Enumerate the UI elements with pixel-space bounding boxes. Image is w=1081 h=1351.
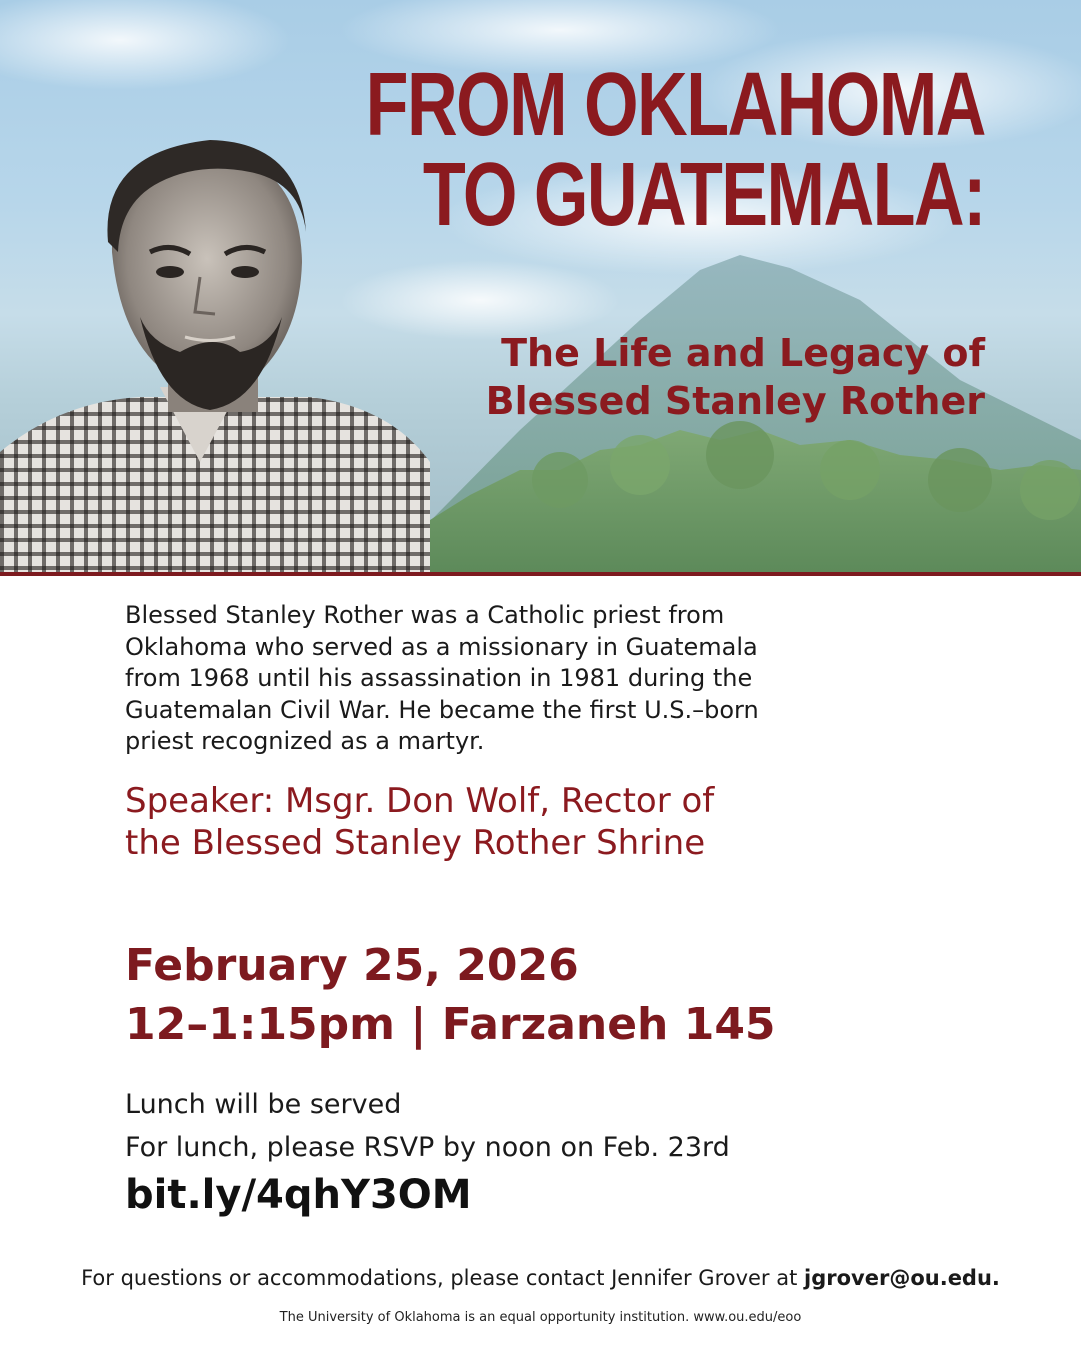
divider-rule [0,572,1081,576]
rsvp-link[interactable]: bit.ly/4qhY3OM [125,1171,472,1218]
speaker-info [125,780,905,864]
subtitle-line: The Life and Legacy of [501,331,985,375]
description-line: Guatemalan Civil War. He became the first U.S.–born [125,695,759,724]
subtitle-line: Blessed Stanley Rother [485,379,985,423]
event-datetime [125,936,985,1054]
speaker-line: Speaker: Msgr. Don Wolf, Rector of [125,780,715,821]
description-line: priest recognized as a martyr. [125,727,485,755]
rsvp-note: For lunch, please RSVP by noon on Feb. 23rd [125,1131,730,1163]
event-title [191,55,985,245]
description-line: Oklahoma who served as a missionary in Guatemala [125,632,758,661]
contact-text: For questions or accommodations, please contact Jennifer Grover at [81,1266,805,1290]
contact-email[interactable]: jgrover@ou.edu. [804,1266,1000,1290]
event-details [125,600,985,1219]
event-date: February 25, 2026 [125,939,579,991]
description-line: from 1968 until his assassination in 1981 during the [125,664,753,692]
lunch-note: Lunch will be served [125,1088,402,1120]
event-time-location: 12–1:15pm | Farzaneh 145 [125,998,776,1050]
event-subtitle [486,329,985,425]
contact-line [0,1263,1081,1293]
title-line: FROM OKLAHOMA [365,55,985,155]
eoo-statement: The University of Oklahoma is an equal opportunity institution. www.ou.edu/eoo [279,1310,802,1325]
event-description [125,600,905,758]
description-line: Blessed Stanley Rother was a Catholic priest from [125,601,725,629]
title-line: TO GUATEMALA: [422,145,985,245]
speaker-line: the Blessed Stanley Rother Shrine [125,822,706,863]
lunch-info [125,1083,985,1169]
hero-banner [0,0,1081,572]
